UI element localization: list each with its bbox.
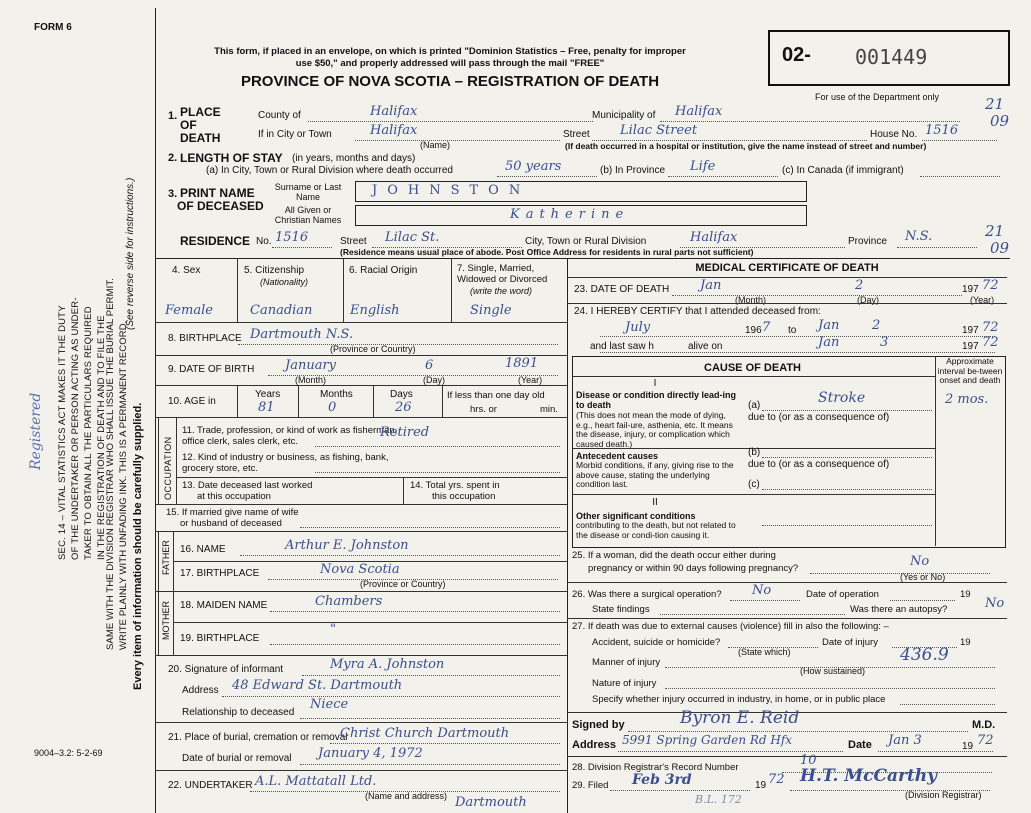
surname-label: Surname or Last Name [274,182,342,202]
q25-value: No [910,554,930,569]
registrar-initials: B.L. 172 [695,793,742,806]
side-law-6: WRITE PLAINLY WITH UNFADING INK. THIS IS A PERMANENT RECORD. [118,320,129,650]
autopsy-value: No [985,596,1005,611]
side-every-item: Every item of information should be carefully supplied. [132,402,144,690]
res-city-label: City, Town or Rural Division [525,236,647,247]
age-years-value: 81 [258,400,275,415]
birthplace-value: Dartmouth N.S. [250,327,354,342]
notice-line1: This form, if placed in an envelope, on which is printed "Dominion Statistics – Free, penalty for improper [214,46,686,57]
marital-sub: (write the word) [470,286,533,296]
last-saw-label: and last saw h [590,341,654,352]
form-title: PROVINCE OF NOVA SCOTIA – REGISTRATION OF DEATH [240,73,660,90]
from-yr-prefix: 196 [745,325,762,336]
injury-19: 19 [960,637,971,648]
age-years-header: Years [255,389,281,400]
to-day: 2 [872,318,881,333]
autopsy-label: Was there an autopsy? [850,604,948,615]
dob-day: 6 [425,358,434,373]
side-law-5: SAME WITH THE DIVISION REGISTRAR WHO SHALL ISSUE THE BURIAL PERMIT. [105,278,116,650]
section-II: II [652,497,658,508]
registrar-caption: (Division Registrar) [905,790,982,800]
res-street-value: Lilac St. [385,230,440,245]
citizenship-header: 5. Citizenship [244,265,305,276]
dept-code2: 09 [990,112,1010,130]
stay-b-value: Life [690,159,716,174]
age-months-header: Months [320,389,353,400]
given-value: Katherine [510,207,630,222]
relationship-label: Relationship to deceased [182,707,295,718]
from-month: July [625,320,651,335]
sex-value: Female [165,303,213,318]
notice-line2: use $50," and properly addressed will pass through the mail "FREE" [295,58,605,69]
res-province-label: Province [848,236,887,247]
antecedent-label: Antecedent causes [576,451,659,461]
house-label: House No. [870,129,918,140]
stay-c-label: (c) In Canada (if immigrant) [782,165,904,176]
reg-number: 001449 [855,45,928,69]
undertaker-value: A.L. Mattatall Ltd. [255,774,377,789]
place-label: PLACE OF DEATH [180,105,221,145]
signed-by-label: Signed by [572,719,625,731]
medical-title: MEDICAL CERTIFICATE OF DEATH [695,262,879,274]
q15-label-b: or husband of deceased [180,518,282,529]
side-law-3: TAKER TO OBTAIN ALL THE PARTICULARS REQUIRED [83,306,94,560]
to-label: to [788,325,797,336]
mother-birthplace-value: " [330,622,336,637]
birthplace-label: 8. BIRTHPLACE [168,333,242,344]
age-label: 10. AGE in [168,396,216,407]
relationship-value: Niece [310,697,349,712]
mother-maiden-value: Chambers [315,594,383,609]
q14-label-a: 14. Total yrs. spent in [410,480,500,491]
q27-label: 27. If death was due to external causes (violence) fill in also the following: – [572,621,889,632]
q25-label-b: pregnancy or within 90 days following pregnancy? [588,563,799,574]
dob-year-caption: (Year) [518,375,543,385]
op-19: 19 [960,589,971,600]
nature-label: Nature of injury [592,678,657,689]
mother-birthplace-label: 19. BIRTHPLACE [180,633,260,644]
informant-address-label: Address [182,685,219,696]
stay-a-label: (a) In City, Town or Rural Division where death occurred [206,165,453,176]
stay-b-label: (b) In Province [600,165,666,176]
burial-value: Christ Church Dartmouth [340,726,510,741]
dept-code1: 21 [985,95,1005,113]
residence-label: RESIDENCE [180,234,251,248]
city-value: Halifax [370,123,418,138]
op-date-label: Date of operation [806,589,879,600]
cause-a-interval: 2 mos. [945,392,989,407]
reg-prefix: 02- [782,44,811,66]
signature-date-yr: 72 [977,733,994,748]
res-no-value: 1516 [275,230,309,245]
res-no-label: No. [256,236,272,247]
q26-label: 26. Was there a surgical operation? [572,589,722,600]
specify-label: Specify whether injury occurred in industry, in home, or in public place [592,694,886,705]
mother-maiden-label: 18. MAIDEN NAME [180,600,268,611]
other-label: Other significant conditions [576,511,696,521]
birthplace-caption: (Province or Country) [330,344,416,354]
municipality-value: Halifax [675,104,723,119]
stay-num: 2. [168,152,178,164]
father-birthplace-label: 17. BIRTHPLACE [180,568,260,579]
q29-label: 29. Filed [572,780,609,791]
last-month: Jan [818,335,840,350]
dob-month-caption: (Month) [295,375,327,385]
state-findings-label: State findings [592,604,650,615]
age-months-value: 0 [328,400,337,415]
father-side: FATHER [161,540,171,575]
side-law-4: IN THE REGISTRATION OF DEATH AND TO FILE THE [96,315,107,560]
stat-code: 436.9 [900,645,949,665]
signature-address-label: Address [572,739,617,751]
res-code2: 09 [990,239,1010,257]
to-yr: 72 [982,320,999,335]
burial-label: 21. Place of burial, cremation or removal [168,732,348,743]
res-street-label: Street [340,236,367,247]
registrar-value: H.T. McCarthy [800,766,938,786]
q29-value: Feb 3rd [632,772,692,788]
q12-label: 12. Kind of industry or business, as fishing, bank, grocery store, etc. [182,452,389,474]
death-yr-prefix: 197 [962,284,979,295]
side-instructions: (See reverse side for instructions.) [125,177,136,330]
age-days-value: 26 [395,400,412,415]
date-injury-label: Date of injury [822,637,878,648]
section-I: I [653,378,657,389]
last-yr-prefix: 197 [962,341,979,352]
father-birthplace-value: Nova Scotia [320,562,400,577]
place-street-label: Street [563,129,590,140]
death-month-caption: (Month) [735,295,767,305]
undertaker-extra: Dartmouth [455,795,527,810]
q13-label-b: at this occupation [197,491,271,502]
res-province-value: N.S. [905,229,933,244]
accident-label: Accident, suicide or homicide? [592,637,721,648]
q29-yr: 72 [768,772,785,787]
burial-date-value: January 4, 1972 [318,746,423,761]
to-month: Jan [818,318,840,333]
q29-yr-prefix: 19 [755,780,767,791]
other-note: contributing to the death, but not related to the disease or condi-tion causing it. [576,520,736,540]
occupation-side: OCCUPATION [163,436,173,500]
death-month: Jan [700,278,722,293]
q11-label: 11. Trade, profession, or kind of work as fisherman, office clerk, sales clerk, etc. [182,425,398,447]
res-code1: 21 [985,222,1005,240]
dob-label: 9. DATE OF BIRTH [168,364,255,375]
municipality-label: Municipality of [592,110,656,121]
undertaker-label: 22. UNDERTAKER [168,780,253,791]
disease-note: (This does not mean the mode of dying, e.g., heart fail-ure, asthenia, etc. It means the disease, injury, or complication which caused death.) [576,410,733,449]
informant-address-value: 48 Edward St. Dartmouth [232,678,403,693]
signed-by-value: Byron E. Reid [680,708,800,728]
place-num: 1. [168,110,178,122]
q15-label-a: 15. If married give name of wife [166,507,299,518]
surname-value: JOHNSTON [372,183,531,198]
cause-a-label: (a) [748,400,761,411]
interval-header: Approximate interval be-tween onset and death [937,356,1003,385]
to-yr-prefix: 197 [962,325,979,336]
death-date-label: 23. DATE OF DEATH [574,284,670,295]
antecedent-note: Morbid conditions, if any, giving rise to the above cause, stating the underlying condition last. [576,460,734,489]
min-label: min. [540,404,558,415]
father-pc-caption: (Province or Country) [360,579,446,589]
q26-value: No [752,583,772,598]
form-code: 9004–3.2: 5-2-69 [34,748,103,758]
alive-on-label: alive on [688,341,723,352]
deceased-num: 3. [168,188,178,200]
due-to-1: due to (or as a consequence of) [748,412,890,423]
marital-header: 7. Single, Married, Widowed or Divorced [457,263,548,285]
stay-sub: (in years, months and days) [292,153,416,164]
q13-label-a: 13. Date deceased last worked [182,480,313,491]
from-yr: 7 [762,320,771,335]
death-day: 2 [855,278,864,293]
deceased-label1: PRINT NAME [180,186,255,200]
q24-label: 24. I HEREBY CERTIFY that I attended deceased from: [574,306,821,317]
county-label: County of [258,110,301,121]
residence-note: (Residence means usual place of abode. Post Office Address for residents in rural parts not sufficient) [340,247,754,257]
cause-b-label: (b) [748,447,761,458]
cause-c-label: (c) [748,479,760,490]
last-yr: 72 [982,335,999,350]
father-name-value: Arthur E. Johnston [285,538,409,553]
hrs-label: hrs. or [470,404,497,415]
side-law-1: SEC. 14 – VITAL STATISTICS ACT MAKES IT THE DUTY [57,305,68,560]
city-caption: (Name) [420,140,451,150]
dob-month: January [285,358,337,373]
dob-year: 1891 [505,356,539,371]
side-scribble: Registered [28,392,44,470]
yes-no-caption: (Yes or No) [900,572,946,582]
undertaker-caption: (Name and address) [365,791,448,801]
md-label: M.D. [972,719,996,731]
q25-label-a: 25. If a woman, did the death occur either during [572,550,776,561]
less-than-day: If less than one day old [447,390,545,401]
disease-label: Disease or condition directly lead-ing to death [576,390,737,410]
racial-value: English [350,303,400,318]
county-value: Halifax [370,104,418,119]
signature-date-value: Jan 3 [888,733,922,748]
how-caption: (How sustained) [800,666,866,676]
stay-label: LENGTH OF STAY [180,151,283,165]
father-name-label: 16. NAME [180,544,226,555]
due-to-2: due to (or as a consequence of) [748,459,890,470]
sex-header: 4. Sex [172,265,201,276]
form-label: FORM 6 [34,22,72,33]
manner-label: Manner of injury [592,657,661,668]
informant-label: 20. Signature of informant [168,664,284,675]
deceased-label2: OF DECEASED [177,199,264,213]
side-law-2: OF THE UNDERTAKER OR PERSON ACTING AS UNDER- [70,297,81,560]
q14-label-b: this occupation [432,491,496,502]
signature-yr-prefix: 19 [962,741,974,752]
q28-value: 10 [800,753,817,768]
house-value: 1516 [925,123,959,138]
signature-date-label: Date [848,739,872,751]
citizenship-value: Canadian [250,303,313,318]
city-label: If in City or Town [258,129,332,140]
dept-use: For use of the Department only [815,92,940,102]
death-year: 72 [982,278,999,293]
age-days-header: Days [390,389,413,400]
race-header: 6. Racial Origin [349,265,418,276]
given-label: All Given or Christian Names [274,205,342,225]
informant-value: Myra A. Johnston [330,657,445,672]
death-day-caption: (Day) [857,295,879,305]
cause-title: CAUSE OF DEATH [704,362,801,374]
death-year-caption: (Year) [970,295,995,305]
state-which-caption: (State which) [738,647,791,657]
place-street-value: Lilac Street [620,123,698,138]
res-city-value: Halifax [690,230,738,245]
hospital-note: (If death occurred in a hospital or institution, give the name instead of street and number) [565,141,927,151]
signature-address-value: 5991 Spring Garden Rd Hfx [622,733,793,747]
stay-a-value: 50 years [505,159,562,174]
cause-a-value: Stroke [818,390,866,406]
burial-date-label: Date of burial or removal [182,753,292,764]
dob-day-caption: (Day) [423,375,445,385]
q28-label: 28. Division Registrar's Record Number [572,762,739,773]
q11-value: Retired [380,425,430,440]
mother-side: MOTHER [161,601,171,640]
marital-value: Single [470,303,512,318]
citizenship-sub: (Nationality) [260,277,309,287]
last-day: 3 [880,335,889,350]
